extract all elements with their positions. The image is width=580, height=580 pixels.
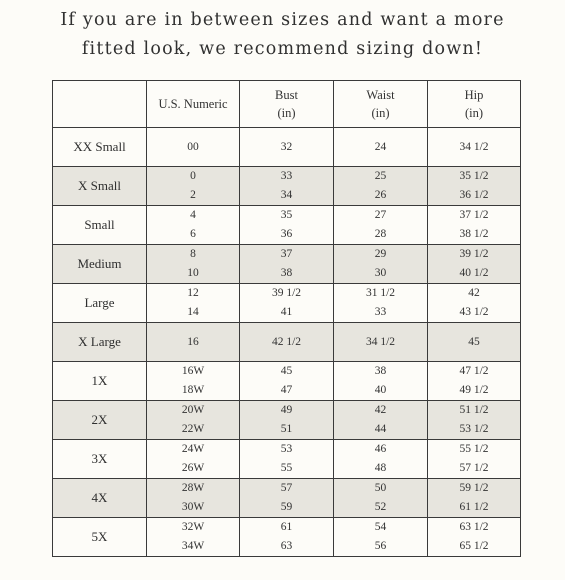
bust-value: 41 — [280, 305, 293, 318]
hip-cell — [428, 517, 521, 556]
numeric-cell — [147, 166, 240, 205]
waist-value: 29 — [374, 247, 387, 260]
numeric-value: 4 — [190, 208, 196, 221]
hip-value: 40 1/2 — [459, 266, 489, 279]
page-edge — [565, 0, 580, 580]
numeric-cell — [147, 205, 240, 244]
hip-value: 55 1/2 — [459, 442, 489, 455]
hip-value: 49 1/2 — [459, 383, 489, 396]
waist-value: 27 — [374, 208, 387, 221]
hip-value: 51 1/2 — [459, 403, 489, 416]
numeric-value: 30W — [181, 500, 205, 513]
hip-value: 45 — [468, 335, 480, 348]
waist-cell — [334, 400, 428, 439]
size-label: Small — [53, 205, 147, 244]
hip-cell — [428, 361, 521, 400]
bust-cell — [240, 478, 334, 517]
sizing-advice-heading — [0, 6, 565, 64]
hip-cell — [428, 478, 521, 517]
bust-cell — [240, 128, 334, 167]
numeric-value: 20W — [181, 403, 205, 416]
table-row — [53, 128, 521, 167]
bust-value: 35 — [280, 208, 293, 221]
header-bust — [240, 81, 334, 128]
hip-cell — [428, 322, 521, 361]
table-row — [53, 517, 521, 556]
waist-value: 26 — [374, 188, 387, 201]
hip-value: 38 1/2 — [459, 227, 489, 240]
size-label: X Large — [53, 322, 147, 361]
numeric-value: 28W — [181, 481, 205, 494]
bust-cell — [240, 166, 334, 205]
hip-value: 39 1/2 — [459, 247, 489, 260]
table-row — [53, 322, 521, 361]
bust-value: 59 — [280, 500, 293, 513]
numeric-cell — [147, 322, 240, 361]
waist-cell — [334, 128, 428, 167]
hip-value: 61 1/2 — [459, 500, 489, 513]
header-bust-unit: (in) — [277, 106, 296, 120]
hip-cell — [428, 244, 521, 283]
bust-value: 49 — [280, 403, 293, 416]
numeric-value: 12 — [187, 286, 199, 299]
waist-value: 28 — [374, 227, 387, 240]
numeric-value: 18W — [181, 383, 205, 396]
waist-value: 25 — [374, 169, 387, 182]
bust-cell — [240, 244, 334, 283]
waist-value: 54 — [374, 520, 387, 533]
header-row — [53, 81, 521, 128]
table-row — [53, 283, 521, 322]
header-hip-unit: (in) — [464, 106, 484, 120]
hip-value: 65 1/2 — [459, 539, 489, 552]
hip-value: 34 1/2 — [459, 140, 489, 153]
bust-value: 36 — [280, 227, 293, 240]
numeric-value: 22W — [181, 422, 205, 435]
numeric-value: 26W — [181, 461, 205, 474]
numeric-value: 14 — [187, 305, 199, 318]
waist-value: 34 1/2 — [365, 335, 396, 348]
bust-value: 42 1/2 — [271, 335, 302, 348]
hip-value: 35 1/2 — [459, 169, 489, 182]
hip-value: 57 1/2 — [459, 461, 489, 474]
numeric-cell — [147, 478, 240, 517]
size-label: 1X — [53, 361, 147, 400]
bust-cell — [240, 400, 334, 439]
table-row — [53, 439, 521, 478]
waist-value: 52 — [374, 500, 387, 513]
bust-value: 57 — [280, 481, 293, 494]
header-bust-label: Bust — [275, 88, 298, 102]
table-row — [53, 205, 521, 244]
numeric-cell — [147, 361, 240, 400]
size-label: 5X — [53, 517, 147, 556]
size-chart-table — [52, 80, 521, 557]
bust-value: 45 — [280, 364, 293, 377]
waist-value: 31 1/2 — [365, 286, 396, 299]
numeric-value: 2 — [190, 188, 196, 201]
bust-value: 33 — [280, 169, 293, 182]
numeric-cell — [147, 128, 240, 167]
numeric-value: 24W — [181, 442, 205, 455]
numeric-value: 8 — [190, 247, 196, 260]
bust-value: 63 — [280, 539, 293, 552]
numeric-cell — [147, 244, 240, 283]
table-row — [53, 400, 521, 439]
waist-value: 38 — [374, 364, 387, 377]
waist-value: 30 — [374, 266, 387, 279]
bust-value: 39 1/2 — [271, 286, 302, 299]
header-hip-label: Hip — [464, 88, 484, 102]
bust-value: 61 — [280, 520, 293, 533]
waist-cell — [334, 205, 428, 244]
bust-value: 55 — [280, 461, 293, 474]
waist-cell — [334, 166, 428, 205]
hip-value: 63 1/2 — [459, 520, 489, 533]
hip-value: 59 1/2 — [459, 481, 489, 494]
bust-cell — [240, 283, 334, 322]
heading-line-2: fitted look, we recommend sizing down! — [81, 39, 484, 59]
waist-value: 40 — [374, 383, 387, 396]
numeric-value: 0 — [190, 169, 196, 182]
bust-value: 37 — [280, 247, 293, 260]
hip-cell — [428, 205, 521, 244]
header-size — [53, 81, 147, 128]
waist-value: 42 — [374, 403, 387, 416]
bust-cell — [240, 361, 334, 400]
bust-cell — [240, 517, 334, 556]
bust-value: 51 — [280, 422, 293, 435]
bust-cell — [240, 322, 334, 361]
numeric-cell — [147, 517, 240, 556]
numeric-value: 16 — [187, 335, 199, 348]
numeric-value: 00 — [187, 140, 199, 153]
header-us-numeric: U.S. Numeric — [147, 81, 240, 128]
hip-value: 43 1/2 — [459, 305, 489, 318]
size-label: 2X — [53, 400, 147, 439]
waist-value: 44 — [374, 422, 387, 435]
size-label: 3X — [53, 439, 147, 478]
header-waist-label: Waist — [366, 88, 395, 102]
header-waist — [334, 81, 428, 128]
numeric-value: 16W — [181, 364, 205, 377]
table-row — [53, 361, 521, 400]
table-row — [53, 478, 521, 517]
numeric-cell — [147, 400, 240, 439]
heading-line-1: If you are in between sizes and want a more — [60, 10, 505, 30]
hip-value: 42 — [468, 286, 480, 299]
hip-cell — [428, 283, 521, 322]
waist-cell — [334, 517, 428, 556]
numeric-cell — [147, 439, 240, 478]
bust-value: 53 — [280, 442, 293, 455]
hip-cell — [428, 128, 521, 167]
hip-cell — [428, 166, 521, 205]
size-label: XX Small — [53, 128, 147, 167]
hip-value: 37 1/2 — [459, 208, 489, 221]
waist-cell — [334, 283, 428, 322]
size-label: Medium — [53, 244, 147, 283]
header-waist-unit: (in) — [371, 106, 390, 120]
size-label: 4X — [53, 478, 147, 517]
waist-cell — [334, 322, 428, 361]
hip-value: 47 1/2 — [459, 364, 489, 377]
hip-value: 36 1/2 — [459, 188, 489, 201]
waist-value: 48 — [374, 461, 387, 474]
bust-cell — [240, 205, 334, 244]
hip-cell — [428, 439, 521, 478]
hip-value: 53 1/2 — [459, 422, 489, 435]
bust-value: 34 — [280, 188, 293, 201]
table-row — [53, 244, 521, 283]
header-hip — [428, 81, 521, 128]
waist-cell — [334, 244, 428, 283]
waist-cell — [334, 361, 428, 400]
numeric-value: 6 — [190, 227, 196, 240]
size-label: Large — [53, 283, 147, 322]
waist-value: 56 — [374, 539, 387, 552]
bust-cell — [240, 439, 334, 478]
waist-value: 24 — [374, 140, 387, 153]
numeric-value: 34W — [181, 539, 205, 552]
waist-value: 50 — [374, 481, 387, 494]
bust-value: 47 — [280, 383, 293, 396]
waist-cell — [334, 478, 428, 517]
bust-value: 32 — [280, 140, 293, 153]
numeric-cell — [147, 283, 240, 322]
waist-value: 46 — [374, 442, 387, 455]
bust-value: 38 — [280, 266, 293, 279]
waist-cell — [334, 439, 428, 478]
numeric-value: 32W — [181, 520, 205, 533]
numeric-value: 10 — [187, 266, 199, 279]
size-rows — [53, 128, 521, 557]
size-label: X Small — [53, 166, 147, 205]
hip-cell — [428, 400, 521, 439]
table-row — [53, 166, 521, 205]
waist-value: 33 — [374, 305, 387, 318]
